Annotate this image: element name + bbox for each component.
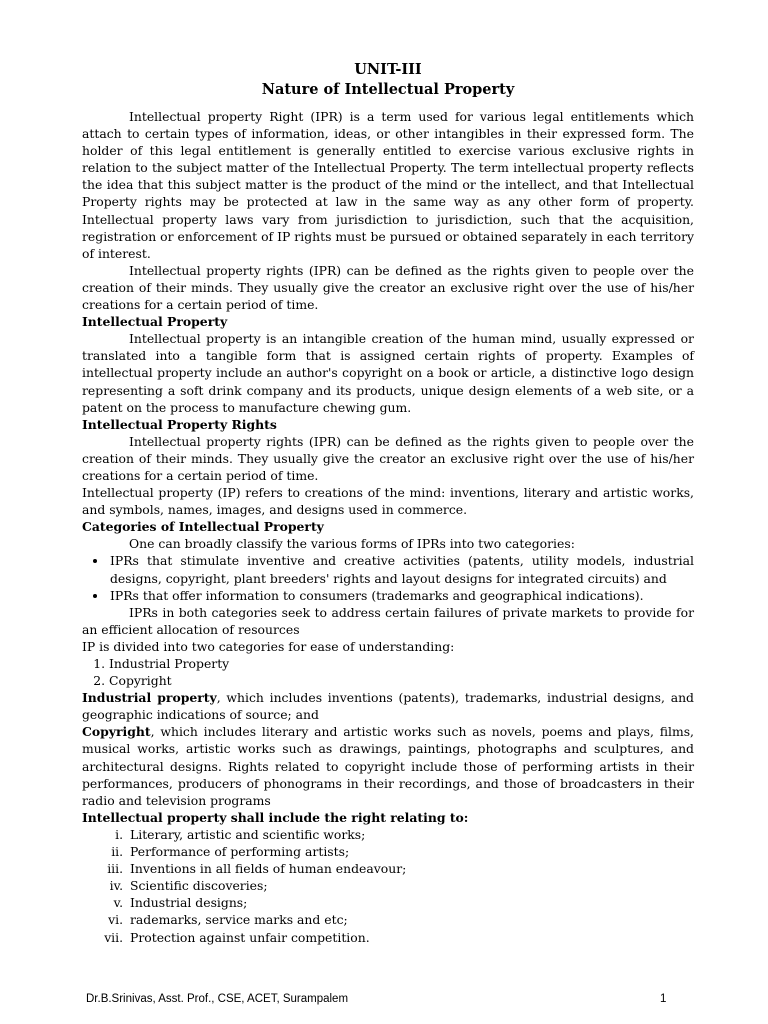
paragraph-ip-creations: Intellectual property (IP) refers to creations of the mind: inventions, literary and artistic works, and symbols, names, images, and designs used in commerce. [82,485,694,518]
footer-author: Dr.B.Srinivas, Asst. Prof., CSE, ACET, Surampalem [86,993,349,1005]
paragraph-ipr-rights: Intellectual property rights (IPR) can be defined as the rights given to people over the creation of their minds. They usually give the creator an exclusive right over the use of his/her creations for a certain period of time. [82,262,694,313]
list-item: • IPRs that stimulate inventive and creative activities (patents, utility models, industrial designs, copyright, plant breeders' rights and layout designs for integrated circuits) and [108,552,694,586]
list-item: ii. Performance of performing artists; [127,843,694,860]
list-item: iii. Inventions in all fields of human endeavour; [127,860,694,877]
list-item: • IPRs that offer information to consumers (trademarks and geographical indications). [108,587,694,604]
category-bullet-list [82,552,694,603]
heading-rights-relating: Intellectual property shall include the right relating to: [82,809,469,825]
paragraph-market-failures: IPRs in both categories seek to address certain failures of private markets to provide for an efficient allocation of resources [82,604,694,637]
paragraph-ipr-definition: Intellectual property Right (IPR) is a term used for various legal entitlements which attach to certain types of information, ideas, or other intangibles in their expressed form. The holder of this legal entitlement is generally entitled to exercise various exclusive rights in relation to the subject matter of the Intellectual Property. The term intellectual property reflects the idea that this subject matter is the product of the mind or the intellect, and that Intellectual Property rights may be protected at law in the same way as any other form of property. Intellectual property laws vary from jurisdiction to jurisdiction, such that the acquisition, registration or enforcement of IP rights must be pursued or obtained separately in each territory of interest. [82,109,694,261]
list-item: i. Literary, artistic and scientific works; [127,826,694,843]
paragraph-industrial-property [82,689,694,723]
list-item: iv. Scientific discoveries; [127,877,694,894]
document-page [82,60,694,946]
rights-roman-list [82,826,694,946]
heading-categories: Categories of Intellectual Property [82,519,324,535]
paragraph-ip-divided: IP is divided into two categories for ease of understanding: [82,638,455,654]
list-item: vii. Protection against unfair competition. [127,929,694,946]
footer-page-number: 1 [660,993,667,1005]
paragraph-ipr-rights-repeat: Intellectual property rights (IPR) can be defined as the rights given to people over the creation of their minds. They usually give the creator an exclusive right over the use of his/her creations for a certain period of time. [82,433,694,483]
heading-intellectual-property: Intellectual Property [82,314,228,330]
list-item: vi. rademarks, service marks and etc; [127,911,694,928]
copyright-term: Copyright [82,724,151,740]
industrial-property-text: , which includes inventions (patents), trademarks, industrial designs, and geographic indications of source; and [82,690,694,723]
unit-title: UNIT-III [354,61,422,78]
list-item: v. Industrial designs; [127,894,694,911]
paragraph-copyright [82,723,694,808]
paragraph-classify: One can broadly classify the various forms of IPRs into two categories: [129,536,575,552]
heading-intellectual-property-rights: Intellectual Property Rights [82,416,277,432]
document-title: Nature of Intellectual Property [261,81,515,98]
industrial-property-term: Industrial property [82,690,217,706]
category-numbered-list [82,655,694,689]
paragraph-ip-intangible: Intellectual property is an intangible creation of the human mind, usually expressed or translated into a tangible form that is assigned certain rights of property. Examples of intellectual property include an author's copyright on a book or article, a distinctive logo design representing a soft drink company and its products, unique design elements of a web site, or a patent on the process to manufacture chewing gum. [82,331,694,415]
list-item: 2. Copyright [109,672,694,689]
copyright-text: , which includes literary and artistic works such as novels, poems and plays, films, musical works, artistic works such as drawings, paintings, photographs and sculptures, and architectural designs. Rights related to copyright include those of performing artists in their performances, producers of phonograms in their recordings, and those of broadcasters in their radio and television programs [82,724,694,808]
list-item: 1. Industrial Property [109,655,694,672]
